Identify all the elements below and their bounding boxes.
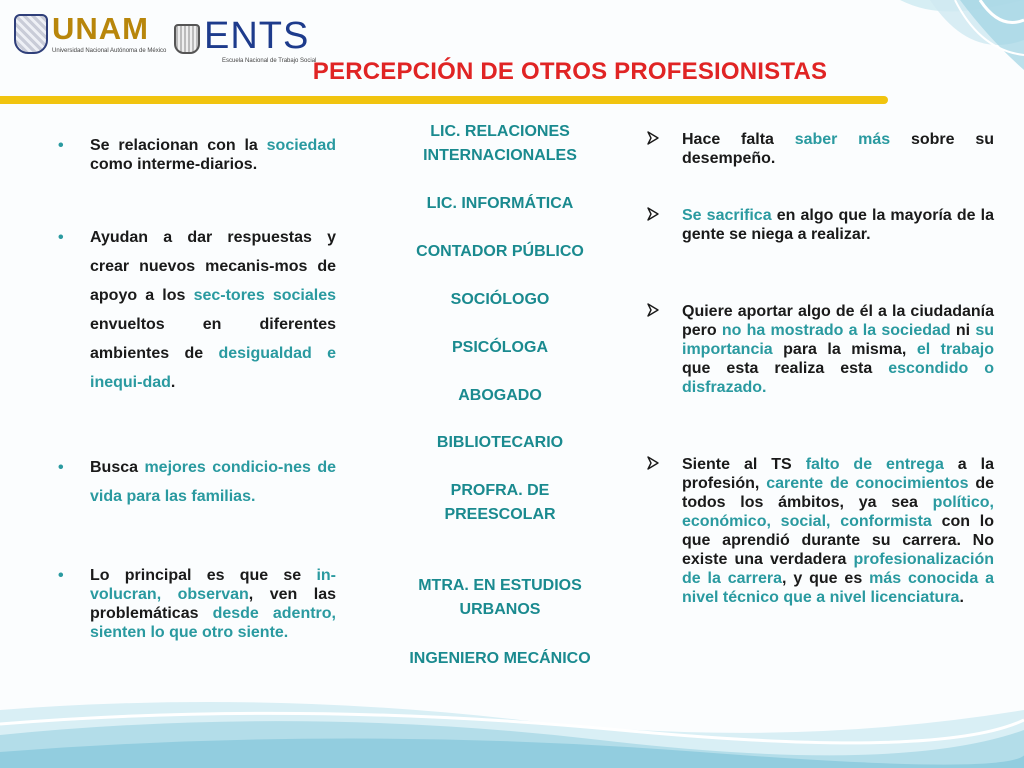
highlighted-text: Se sacrifica [682, 207, 772, 224]
paragraph-text: como interme-diarios. [90, 156, 258, 173]
bullet-icon: • [58, 229, 64, 246]
bullet-icon: • [58, 459, 64, 476]
paragraph-text: para la misma, [772, 341, 917, 358]
ents-logo-subtitle: Escuela Nacional de Trabajo Social [222, 58, 317, 64]
right-paragraph [644, 455, 994, 607]
profession-item: PSICÓLOGA [451, 339, 548, 356]
profession-item: CONTADOR PÚBLICO [416, 243, 584, 260]
paragraph-text: Se relacionan con la [90, 137, 267, 154]
highlighted-text: más conocida a nivel técnico que a nivel licenciatura [682, 570, 994, 606]
paragraph-text: de todos los ámbitos, ya sea [682, 475, 995, 511]
profession-item: LIC. RELACIONES INTERNACIONALES [423, 123, 577, 164]
paragraph-text: Ayudan a dar respuestas y crear nuevos mecanis-mos de apoyo a los [90, 229, 336, 304]
right-paragraph [644, 130, 994, 168]
paragraph-text: Hace falta [682, 131, 795, 148]
ents-shield-icon [174, 24, 200, 54]
highlighted-text: mejores condicio-nes de vida para las familias. [90, 459, 337, 505]
paragraph-text: ni [950, 322, 976, 339]
arrow-bullet-icon [646, 131, 660, 145]
highlighted-text: sec-tores sociales [193, 287, 337, 304]
paragraph-text: , y que es [782, 570, 870, 587]
highlighted-text: desde adentro, sienten lo que otro siente. [90, 605, 336, 641]
right-paragraph [644, 206, 994, 244]
profession-item: MTRA. EN ESTUDIOS URBANOS [418, 577, 582, 618]
paragraph-text: , ven las problemáticas [90, 586, 336, 622]
highlighted-text: falto de entrega [805, 456, 944, 473]
paragraph-text: que esta realiza esta [682, 360, 889, 377]
arrow-bullet-icon [646, 303, 660, 317]
bottom-wave-decoration [0, 690, 1024, 768]
highlighted-text: saber más [794, 131, 891, 148]
highlighted-text: no ha mostrado a la sociedad [721, 322, 951, 339]
paragraph-text: con lo que aprendió durante su carrera. No existe una verdadera [682, 513, 994, 568]
highlighted-text: su importancia [682, 322, 995, 358]
bullet-icon: • [58, 137, 64, 154]
paragraph-text: en algo que la mayoría de la gente se niega a realizar. [682, 207, 994, 243]
right-paragraph [644, 302, 994, 397]
highlighted-text: desigualdad e inequi-dad [90, 345, 336, 391]
paragraph-text: Busca [90, 459, 145, 476]
unam-shield-icon [14, 14, 48, 54]
highlighted-text: profesionalización de la carrera [682, 551, 994, 587]
paragraph-text: . [959, 589, 964, 606]
profession-item: SOCIÓLOGO [450, 291, 550, 308]
highlighted-text: político, económico, social, conformista [682, 494, 994, 530]
top-right-wave-decoration [860, 0, 1024, 110]
left-paragraph [58, 223, 336, 397]
left-paragraph [58, 136, 336, 174]
highlighted-text: el trabajo [916, 341, 994, 358]
slide-title: PERCEPCIÓN DE OTROS PROFESIONISTAS [312, 58, 828, 85]
bullet-icon: • [58, 567, 64, 584]
highlighted-text: in-volucran, observan [90, 567, 336, 603]
highlighted-text: escondido o disfrazado. [682, 360, 994, 396]
profession-item: INGENIERO MECÁNICO [409, 650, 591, 667]
left-paragraph [58, 566, 336, 642]
paragraph-text: Lo principal es que se [90, 567, 317, 584]
arrow-bullet-icon [646, 207, 660, 221]
profession-item: ABOGADO [458, 387, 542, 404]
paragraph-text: sobre su desempeño. [682, 131, 994, 167]
profession-item: PROFRA. DE PREESCOLAR [444, 482, 556, 523]
paragraph-text: Quiere aportar algo de él a la ciudadanía pero [682, 303, 994, 339]
paragraph-text: envueltos en diferentes ambientes de [90, 316, 336, 362]
left-paragraph [58, 453, 336, 511]
profession-item: LIC. INFORMÁTICA [426, 195, 574, 212]
title-underline-bar [0, 96, 888, 104]
unam-logo-subtitle: Universidad Nacional Autónoma de México [52, 48, 167, 54]
arrow-bullet-icon [646, 456, 660, 470]
paragraph-text: . [170, 374, 176, 391]
paragraph-text: a la profesión, [682, 456, 994, 492]
ents-logo-text: ENTS [204, 15, 310, 57]
unam-logo-text: UNAM [52, 11, 149, 46]
header-logos [14, 11, 317, 72]
highlighted-text: carente de conocimientos [766, 475, 969, 492]
paragraph-text: Siente al TS [682, 456, 806, 473]
highlighted-text: sociedad [266, 137, 336, 154]
profession-item: BIBLIOTECARIO [436, 434, 564, 451]
